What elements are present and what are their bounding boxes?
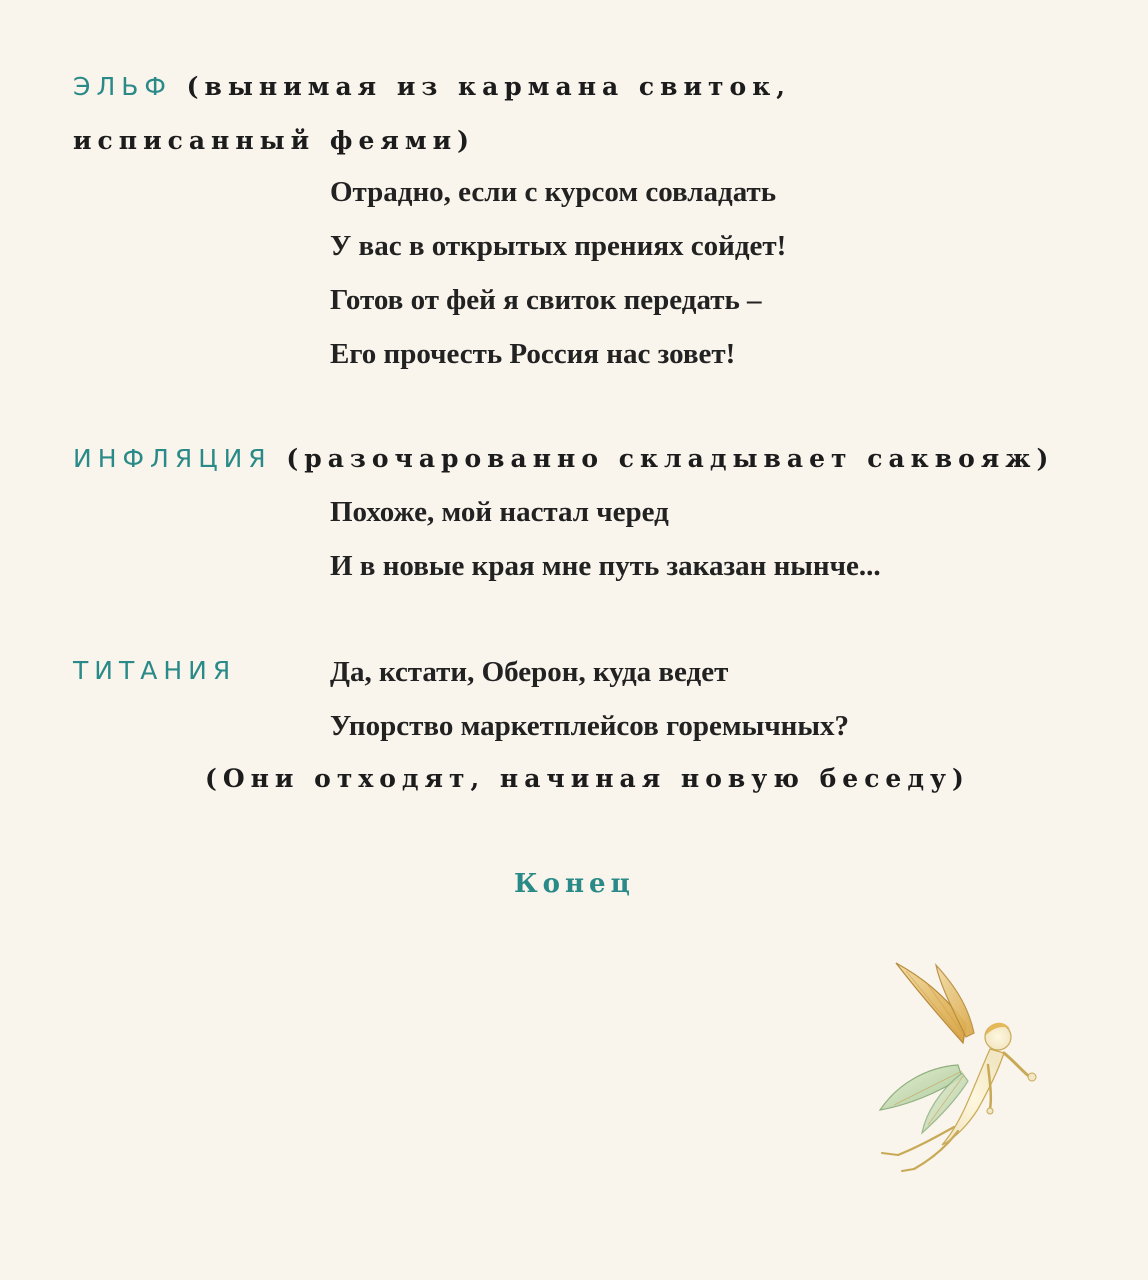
verse-line: Да, кстати, Оберон, куда ведет: [330, 656, 729, 688]
verse-line: И в новые края мне путь заказан нынче...: [330, 550, 881, 582]
end-title: Конец: [514, 869, 635, 899]
stage-direction-elf-cont: исписанный феями): [73, 126, 475, 155]
verse-line: Отрадно, если с курсом совладать: [330, 176, 777, 208]
verse-line: Его прочесть Россия нас зовет!: [330, 338, 736, 370]
character-name-elf: ЭЛЬФ: [73, 72, 172, 101]
character-name-inflation: ИНФЛЯЦИЯ: [73, 444, 272, 473]
stage-direction-titania: (Они отходят, начиная новую беседу): [205, 764, 970, 793]
verse-line: Готов от фей я свиток передать –: [330, 284, 762, 316]
verse-line: Упорство маркетплейсов горемычных?: [330, 710, 850, 742]
elf-heading-line: [73, 72, 791, 101]
verse-line: У вас в открытых прениях сойдет!: [330, 230, 787, 262]
fairy-illustration: [858, 955, 1048, 1180]
stage-direction-elf: (вынимая из кармана свиток,: [186, 72, 791, 101]
verse-line: Похоже, мой настал черед: [330, 496, 669, 528]
inflation-heading-line: [73, 444, 1054, 473]
character-name-titania: ТИТАНИЯ: [73, 656, 237, 685]
stage-direction-inflation: (разочарованно складывает саквояж): [286, 444, 1055, 473]
